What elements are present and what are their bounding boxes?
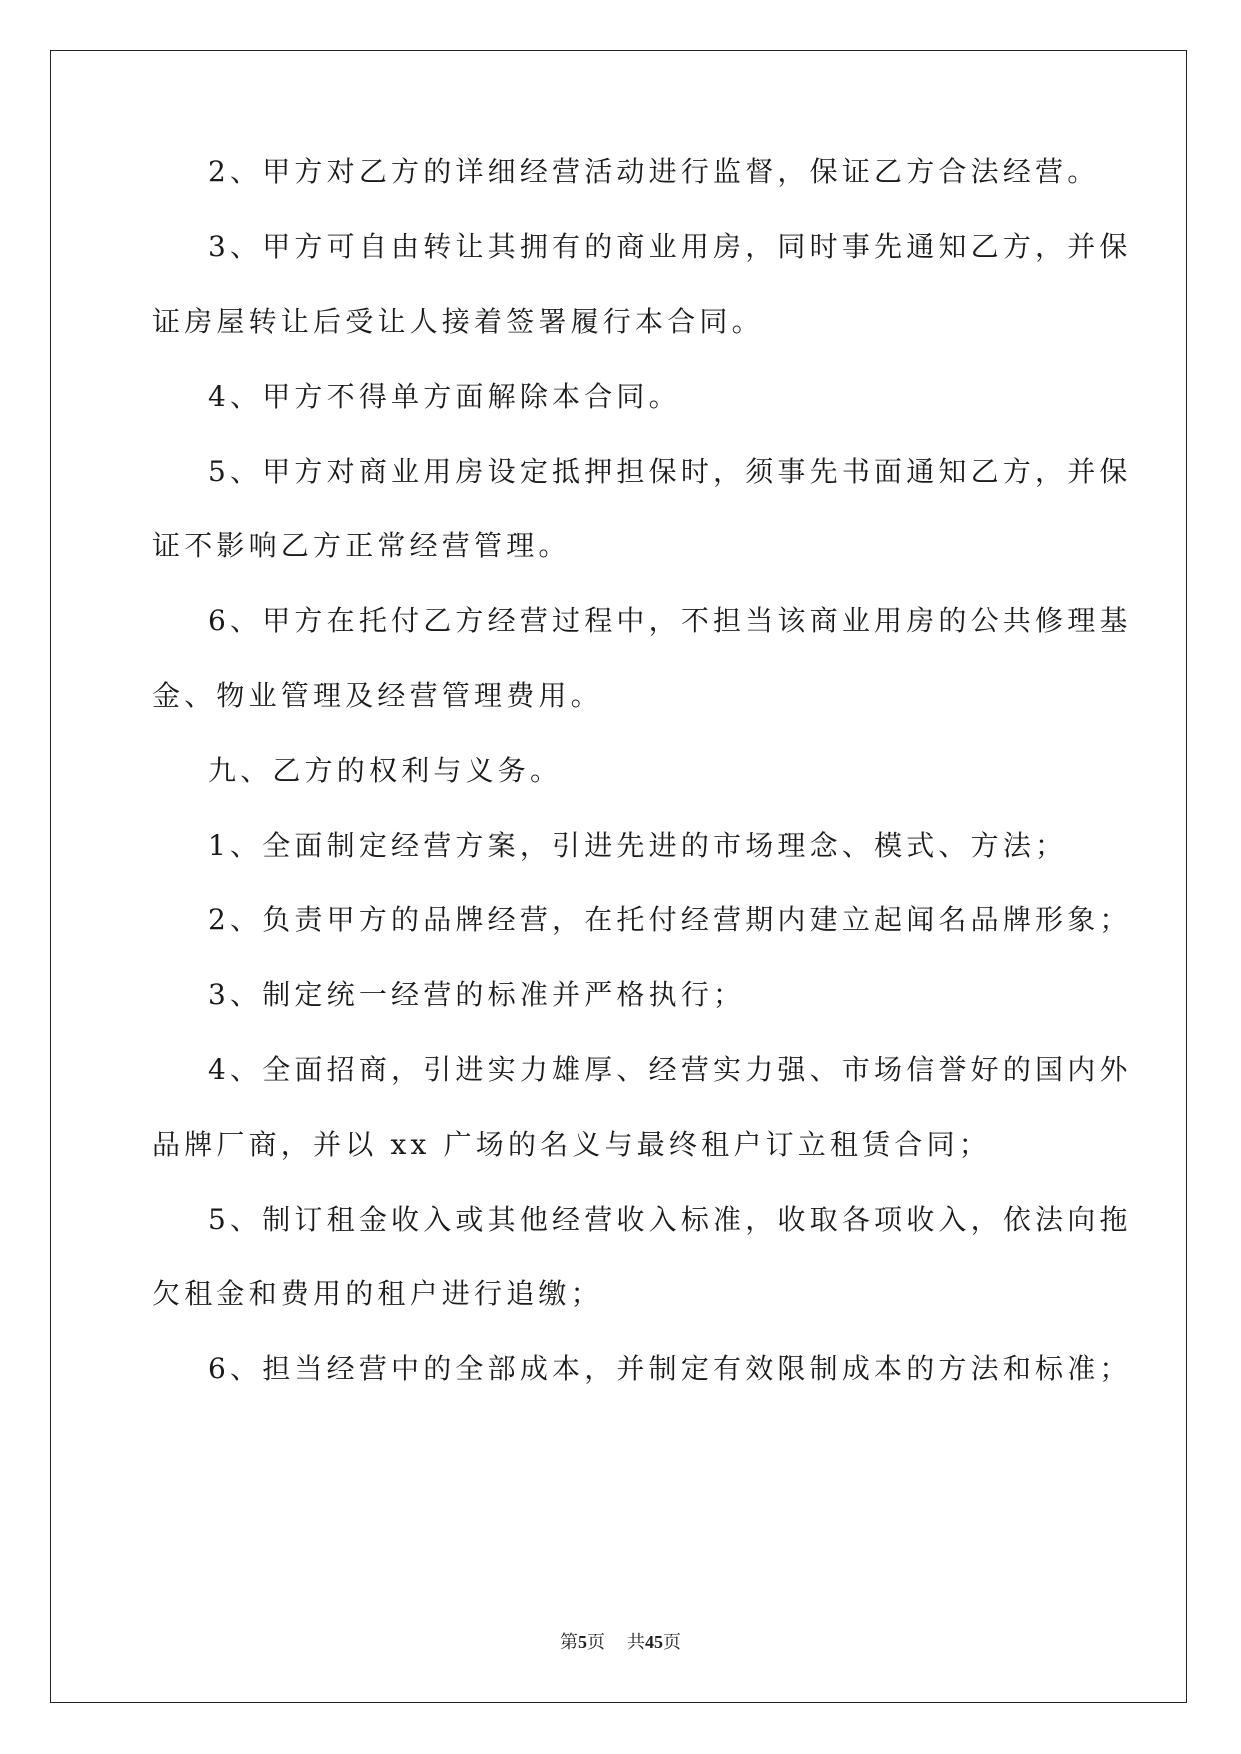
- paragraph-line: 3、制定统一经营的标准并严格执行；: [208, 978, 746, 1011]
- total-pages: 45: [645, 1632, 663, 1652]
- page-border: [50, 50, 1187, 1703]
- paragraph-line: 6、担当经营中的全部成本，并制定有效限制成本的方法和标准；: [208, 1352, 1132, 1385]
- paragraph-line: 1、全面制定经营方案，引进先进的市场理念、模式、方法；: [208, 829, 1068, 862]
- paragraph-line: 金、物业管理及经营管理费用。: [152, 679, 603, 712]
- section-heading: 九、乙方的权利与义务。: [208, 754, 563, 787]
- paragraph-line: 6、甲方在托付乙方经营过程中，不担当该商业用房的公共修理基: [208, 604, 1132, 637]
- page-prefix: 第: [560, 1632, 578, 1652]
- page-footer: [0, 1628, 1241, 1654]
- paragraph-line: 4、全面招商，引进实力雄厚、经营实力强、市场信誉好的国内外: [208, 1053, 1132, 1086]
- paragraph-line: 3、甲方可自由转让其拥有的商业用房，同时事先通知乙方，并保: [208, 230, 1132, 263]
- paragraph-line: 证房屋转让后受让人接着签署履行本合同。: [152, 305, 764, 338]
- paragraph-line: 5、甲方对商业用房设定抵押担保时，须事先书面通知乙方，并保: [208, 455, 1132, 488]
- paragraph-line: 2、甲方对乙方的详细经营活动进行监督，保证乙方合法经营。: [208, 155, 1100, 188]
- paragraph-line: 品牌厂商，并以 xx 广场的名义与最终租户订立租赁合同；: [152, 1128, 991, 1161]
- paragraph-line: 5、制订租金收入或其他经营收入标准，收取各项收入，依法向拖: [208, 1203, 1132, 1236]
- paragraph-line: 4、甲方不得单方面解除本合同。: [208, 380, 681, 413]
- paragraph-line: 欠租金和费用的租户进行追缴；: [152, 1277, 603, 1310]
- page-number: 5: [578, 1632, 587, 1652]
- total-suffix: 页: [663, 1632, 681, 1652]
- page-suffix: 页: [587, 1632, 605, 1652]
- paragraph-line: 2、负责甲方的品牌经营，在托付经营期内建立起闻名品牌形象；: [208, 903, 1132, 936]
- total-prefix: 共: [627, 1632, 645, 1652]
- paragraph-line: 证不影响乙方正常经营管理。: [152, 529, 571, 562]
